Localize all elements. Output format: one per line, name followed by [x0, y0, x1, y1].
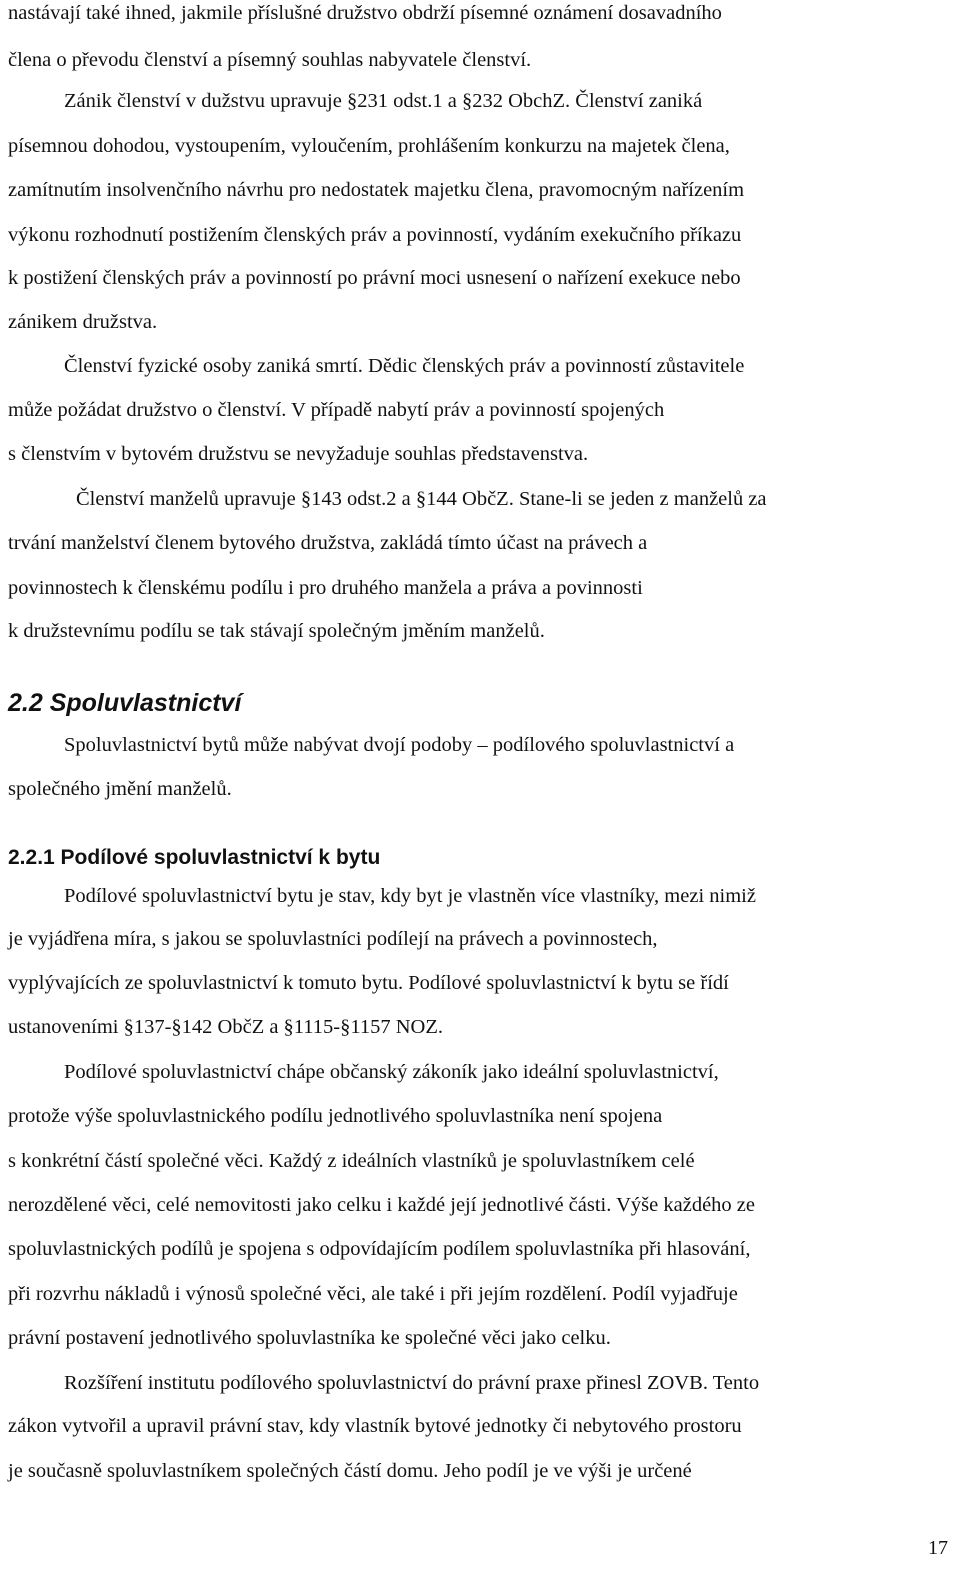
- text-line: Spoluvlastnictví bytů může nabývat dvojí podoby – podílového spoluvlastnictví a: [64, 734, 735, 756]
- text-line: s konkrétní částí společné věci. Každý z ideálních vlastníků je spoluvlastníkem celé: [8, 1150, 695, 1172]
- text-line: výkonu rozhodnutí postižením členských práv a povinností, vydáním exekučního příkazu: [8, 224, 742, 246]
- text-line: nerozdělené věci, celé nemovitosti jako celku i každé její jednotlivé části. Výše každého ze: [8, 1194, 755, 1216]
- text-line: ustanoveními §137-§142 ObčZ a §1115-§1157 NOZ.: [8, 1016, 443, 1038]
- text-line: s členstvím v bytovém družstvu se nevyžaduje souhlas představenstva.: [8, 443, 589, 465]
- text-line: Zánik členství v dužstvu upravuje §231 odst.1 a §232 ObchZ. Členství zaniká: [64, 90, 703, 112]
- text-line: nastávají také ihned, jakmile příslušné družstvo obdrží písemné oznámení dosavadního: [8, 2, 722, 24]
- text-line: je současně spoluvlastníkem společných částí domu. Jeho podíl je ve výši je určené: [8, 1460, 692, 1482]
- text-line: zánikem družstva.: [8, 311, 158, 333]
- text-line: Členství manželů upravuje §143 odst.2 a §144 ObčZ. Stane-li se jeden z manželů za: [76, 488, 767, 510]
- text-line: člena o převodu členství a písemný souhlas nabyvatele členství.: [8, 49, 532, 71]
- subsection-heading: 2.2.1 Podílové spoluvlastnictví k bytu: [8, 846, 381, 869]
- section-heading: 2.2 Spoluvlastnictví: [8, 689, 242, 717]
- text-line: je vyjádřena míra, s jakou se spoluvlastníci podílejí na právech a povinnostech,: [8, 928, 658, 950]
- text-line: zamítnutím insolvenčního návrhu pro nedostatek majetku člena, pravomocným nařízením: [8, 179, 745, 201]
- text-line: může požádat družstvo o členství. V případě nabytí práv a povinností spojených: [8, 399, 665, 421]
- text-line: písemnou dohodou, vystoupením, vyloučením, prohlášením konkurzu na majetek člena,: [8, 135, 730, 157]
- text-line: Členství fyzické osoby zaniká smrtí. Dědic členských práv a povinností zůstavitele: [64, 355, 745, 377]
- text-line: povinnostech k členskému podílu i pro druhého manžela a práva a povinnosti: [8, 577, 643, 599]
- text-line: k družstevnímu podílu se tak stávají společným jměním manželů.: [8, 620, 545, 642]
- page-number: 17: [928, 1537, 948, 1559]
- text-line: spoluvlastnických podílů je spojena s odpovídajícím podílem spoluvlastníka při hlasování,: [8, 1238, 751, 1260]
- text-line: protože výše spoluvlastnického podílu jednotlivého spoluvlastníka není spojena: [8, 1105, 663, 1127]
- text-line: vyplývajících ze spoluvlastnictví k tomuto bytu. Podílové spoluvlastnictví k bytu se řídí: [8, 972, 729, 994]
- text-line: trvání manželství členem bytového družstva, zakládá tímto účast na právech a: [8, 532, 648, 554]
- text-line: právní postavení jednotlivého spoluvlastníka ke společné věci jako celku.: [8, 1327, 611, 1349]
- text-line: Podílové spoluvlastnictví chápe občanský zákoník jako ideální spoluvlastnictví,: [64, 1061, 719, 1083]
- text-line: Rozšíření institutu podílového spoluvlastnictví do právní praxe přinesl ZOVB. Tento: [64, 1372, 760, 1394]
- text-line: při rozvrhu nákladů i výnosů společné věci, ale také i při jejím rozdělení. Podíl vyjadřuje: [8, 1283, 738, 1305]
- text-line: k postižení členských práv a povinností po právní moci usnesení o nařízení exekuce nebo: [8, 267, 741, 289]
- text-line: Podílové spoluvlastnictví bytu je stav, kdy byt je vlastněn více vlastníky, mezi nimiž: [64, 885, 756, 907]
- text-line: společného jmění manželů.: [8, 778, 232, 800]
- text-line: zákon vytvořil a upravil právní stav, kdy vlastník bytové jednotky či nebytového prostoru: [8, 1415, 742, 1437]
